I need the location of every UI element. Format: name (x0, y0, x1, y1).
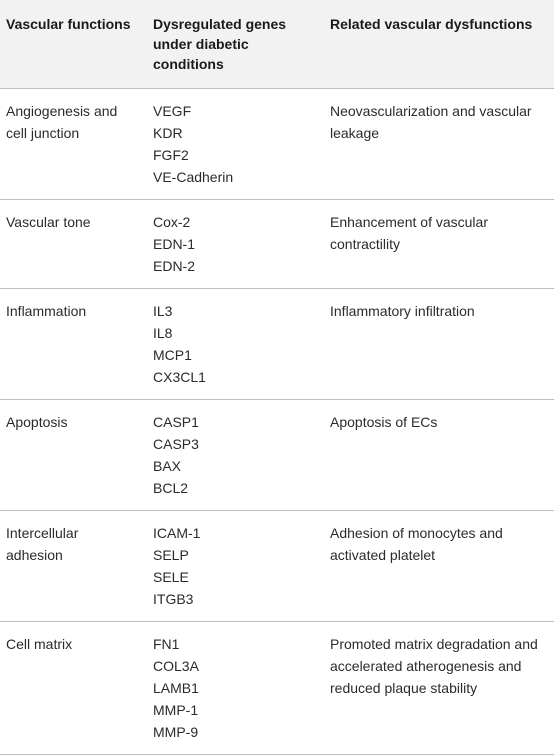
cell-function: Cell matrix (0, 622, 147, 755)
gene-item: BAX (153, 458, 182, 474)
cell-function: Inflammation (0, 289, 147, 400)
cell-dysfunction: Promoted matrix degradation and accelerated atherogenesis and reduced plaque stability (324, 622, 554, 755)
gene-item: SELE (153, 569, 189, 585)
gene-item: CX3CL1 (153, 369, 206, 385)
gene-item: FN1 (153, 636, 180, 652)
table-row (0, 89, 554, 200)
gene-item: LAMB1 (153, 680, 199, 696)
gene-item: SELP (153, 547, 189, 563)
table-row (0, 511, 554, 622)
gene-item: IL3 (153, 303, 173, 319)
cell-genes (147, 200, 324, 289)
cell-function: Apoptosis (0, 400, 147, 511)
header-vascular-functions: Vascular functions (0, 0, 147, 89)
table-body (0, 89, 554, 755)
cell-function: Intercellular adhesion (0, 511, 147, 622)
gene-item: FGF2 (153, 147, 189, 163)
header-related-dysfunctions: Related vascular dysfunctions (324, 0, 554, 89)
table-header (0, 0, 554, 89)
cell-genes (147, 89, 324, 200)
cell-genes (147, 289, 324, 400)
gene-item: CASP3 (153, 436, 199, 452)
cell-dysfunction: Enhancement of vascular contractility (324, 200, 554, 289)
cell-genes (147, 400, 324, 511)
cell-dysfunction: Apoptosis of ECs (324, 400, 554, 511)
gene-item: EDN-1 (153, 236, 196, 252)
cell-genes (147, 622, 324, 755)
cell-dysfunction: Neovascularization and vascular leakage (324, 89, 554, 200)
gene-item: MMP-1 (153, 702, 199, 718)
gene-item: ITGB3 (153, 591, 194, 607)
header-row (0, 0, 554, 89)
table-row (0, 200, 554, 289)
gene-item: VE-Cadherin (153, 169, 234, 185)
gene-item: CASP1 (153, 414, 199, 430)
table-row (0, 400, 554, 511)
cell-dysfunction: Adhesion of monocytes and activated platelet (324, 511, 554, 622)
gene-item: MMP-9 (153, 724, 199, 740)
gene-item: MCP1 (153, 347, 192, 363)
gene-item: VEGF (153, 103, 192, 119)
gene-item: BCL2 (153, 480, 189, 496)
cell-function: Angiogenesis and cell junction (0, 89, 147, 200)
table-row (0, 622, 554, 755)
gene-item: IL8 (153, 325, 173, 341)
cell-genes (147, 511, 324, 622)
gene-item: Cox-2 (153, 214, 191, 230)
cell-function: Vascular tone (0, 200, 147, 289)
header-dysregulated-genes: Dysregulated genes under diabetic conditions (147, 0, 324, 89)
gene-item: EDN-2 (153, 258, 196, 274)
gene-item: ICAM-1 (153, 525, 201, 541)
gene-item: KDR (153, 125, 183, 141)
table-row (0, 289, 554, 400)
cell-dysfunction: Inflammatory infiltration (324, 289, 554, 400)
gene-item: COL3A (153, 658, 199, 674)
